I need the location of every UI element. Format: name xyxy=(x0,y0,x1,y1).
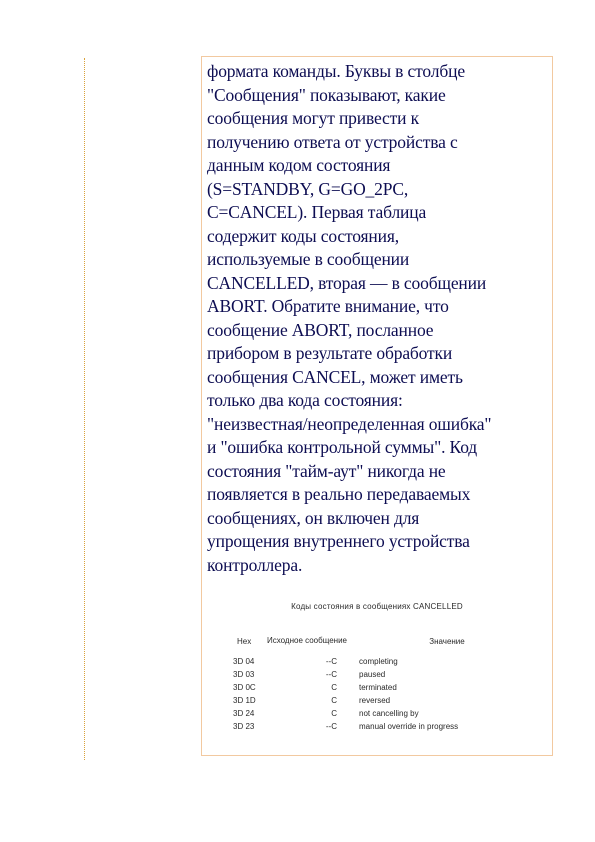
margin-guide-line xyxy=(84,58,85,760)
paragraph-line: формата команды. Буквы в столбце xyxy=(207,61,465,81)
status-codes-table xyxy=(207,627,547,733)
paragraph-line: CANCELLED, вторая — в сообщении xyxy=(207,272,487,293)
paragraph-line: появляется в реально передаваемых xyxy=(207,484,471,504)
cell-source-message: C xyxy=(331,709,337,718)
column-header-hex: Hex xyxy=(237,636,252,646)
cell-source-message: C xyxy=(331,683,337,692)
table-title: Коды состояния в сообщениях CANCELLED xyxy=(291,602,463,611)
paragraph-line: сообщениях, он включен для xyxy=(207,507,420,528)
paragraph-line: и "ошибка контрольной суммы". Код xyxy=(207,437,478,457)
paragraph-line: C=CANCEL). Первая таблица xyxy=(207,202,427,222)
paragraph-line: "неизвестная/неопределенная ошибка" xyxy=(207,413,492,434)
paragraph-line: прибором в результате обработки xyxy=(207,343,453,363)
cell-hex: 3D 24 xyxy=(233,709,255,718)
table-header-row xyxy=(207,627,547,655)
paragraph-line: (S=STANDBY, G=GO_2PC, xyxy=(207,178,409,199)
column-header-source-message: Исходное сообщение xyxy=(267,636,347,645)
paragraph-line: получению ответа от устройства с xyxy=(207,131,458,152)
paragraph-line: используемые в сообщении xyxy=(207,249,410,269)
cell-meaning: terminated xyxy=(359,683,397,692)
cell-meaning: paused xyxy=(359,670,386,679)
table-row xyxy=(207,681,547,694)
table-row xyxy=(207,707,547,720)
table-row xyxy=(207,655,547,668)
cell-hex: 3D 04 xyxy=(233,657,255,666)
status-codes-table-section xyxy=(207,602,547,733)
cell-meaning: reversed xyxy=(359,696,391,705)
paragraph-line: упрощения внутреннего устройства xyxy=(207,531,470,551)
column-header-meaning: Значение xyxy=(429,636,465,646)
cell-hex: 3D 03 xyxy=(233,670,255,679)
paragraph-line: состояния "тайм-аут" никогда не xyxy=(207,460,446,481)
cell-hex: 3D 0C xyxy=(233,683,256,692)
paragraph-line: "Сообщения" показывают, какие xyxy=(207,84,446,105)
cell-meaning: manual override in progress xyxy=(359,722,459,731)
table-row xyxy=(207,668,547,681)
cell-hex: 3D 1D xyxy=(233,696,256,705)
paragraph-line: сообщения могут привести к xyxy=(207,108,419,128)
paragraph-line: сообщение ABORT, посланное xyxy=(207,319,434,340)
paragraph-line: данным кодом состояния xyxy=(207,155,391,175)
cell-source-message: --C xyxy=(325,722,337,731)
cell-hex: 3D 23 xyxy=(233,722,255,731)
cell-meaning: not cancelling by xyxy=(359,709,419,718)
cell-source-message: --C xyxy=(325,657,337,666)
paragraph-line: контроллера. xyxy=(207,554,303,575)
cell-source-message: --C xyxy=(325,670,337,679)
cell-meaning: completing xyxy=(359,657,398,666)
table-row xyxy=(207,694,547,707)
paragraph-line: содержит коды состояния, xyxy=(207,225,399,246)
paragraph-line: только два кода состояния: xyxy=(207,390,403,410)
body-paragraph xyxy=(207,60,547,577)
paragraph-line: ABORT. Обратите внимание, что xyxy=(207,296,449,316)
table-row xyxy=(207,720,547,733)
paragraph-line: сообщения CANCEL, может иметь xyxy=(207,366,463,387)
cell-source-message: C xyxy=(331,696,337,705)
